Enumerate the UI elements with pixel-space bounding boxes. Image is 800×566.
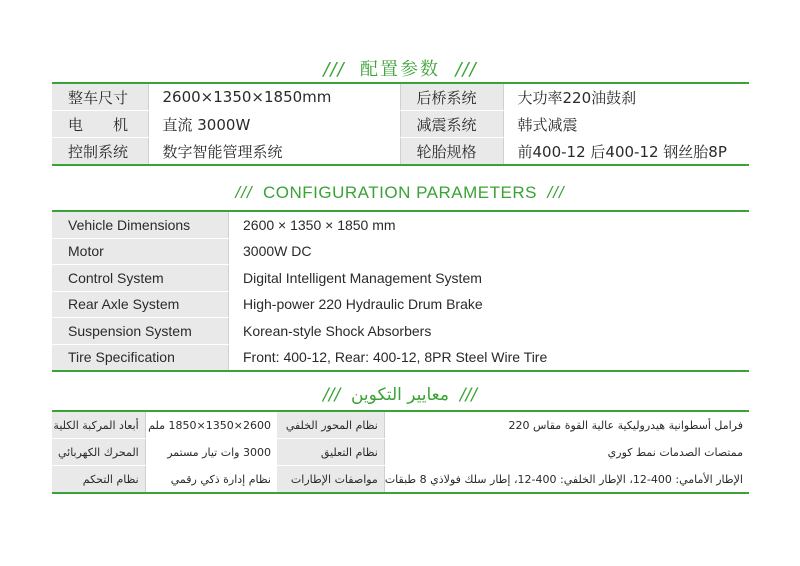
- spec-label: Vehicle Dimensions: [52, 211, 229, 238]
- chinese-spec-table: [52, 82, 749, 166]
- spec-value: 韩式减震: [503, 111, 749, 138]
- title-text: معايير التكوين: [350, 385, 449, 405]
- spec-label: نظام المحور الخلفي: [277, 411, 384, 439]
- spec-value: 数字智能管理系统: [148, 138, 400, 166]
- english-spec-table: [52, 210, 749, 372]
- spec-label: نظام التعليق: [277, 439, 384, 466]
- spec-value: 3000W DC: [229, 238, 750, 265]
- table-row: [52, 111, 749, 138]
- spec-value: Digital Intelligent Management System: [229, 265, 750, 292]
- title-arabic: [0, 385, 800, 405]
- title-slashes-right: ///: [455, 59, 477, 80]
- spec-value: 大功率220油鼓刹: [503, 83, 749, 111]
- spec-label: 控制系统: [52, 138, 148, 166]
- spec-label: Suspension System: [52, 318, 229, 345]
- table-row: [52, 291, 749, 318]
- spec-value: Korean-style Shock Absorbers: [229, 318, 750, 345]
- spec-label: 轮胎规格: [400, 138, 503, 166]
- table-row: [52, 138, 749, 166]
- spec-label: 后桥系统: [400, 83, 503, 111]
- spec-value: فرامل أسطوانية هيدروليكية عالية القوة مقاس 220: [384, 411, 749, 439]
- spec-label: أبعاد المركبة الكلية: [52, 411, 145, 439]
- spec-label: مواصفات الإطارات: [277, 466, 384, 494]
- table-row: [52, 238, 749, 265]
- table-row: [52, 83, 749, 111]
- spec-label: 电 机: [52, 111, 148, 138]
- spec-label: Motor: [52, 238, 229, 265]
- spec-value: الإطار الأمامي: 400-12، الإطار الخلفي: 400-12، إطار سلك فولاذي 8 طبقات: [384, 466, 749, 494]
- title-text: CONFIGURATION PARAMETERS: [263, 183, 537, 202]
- spec-value: 2600×1350×1850mm: [148, 83, 400, 111]
- table-row: [52, 265, 749, 292]
- spec-value: نظام إدارة ذكي رقمي: [145, 466, 277, 494]
- spec-label: Control System: [52, 265, 229, 292]
- spec-value: Front: 400-12, Rear: 400-12, 8PR Steel Wire Tire: [229, 344, 750, 371]
- spec-value: 2600×1350×1850 ملم: [145, 411, 277, 439]
- table-row: [52, 318, 749, 345]
- title-slashes-left: ///: [322, 385, 341, 405]
- title-slashes-left: ///: [323, 59, 345, 80]
- table-row: [52, 439, 749, 466]
- arabic-spec-table: [52, 410, 749, 494]
- table-row: [52, 466, 749, 494]
- table-row: [52, 411, 749, 439]
- spec-value: 直流 3000W: [148, 111, 400, 138]
- spec-value: 3000 وات تيار مستمر: [145, 439, 277, 466]
- spec-value: High-power 220 Hydraulic Drum Brake: [229, 291, 750, 318]
- spec-value: 2600 × 1350 × 1850 mm: [229, 211, 750, 238]
- spec-label: Rear Axle System: [52, 291, 229, 318]
- table-row: [52, 211, 749, 238]
- spec-label: Tire Specification: [52, 344, 229, 371]
- spec-value: ممتصات الصدمات نمط كوري: [384, 439, 749, 466]
- spec-value: 前400-12 后400-12 钢丝胎8P: [503, 138, 749, 166]
- title-slashes-right: ///: [459, 385, 477, 405]
- spec-label: نظام التحكم: [52, 466, 145, 494]
- spec-label: 减震系统: [400, 111, 503, 138]
- title-slashes-left: ///: [235, 183, 253, 202]
- spec-label: المحرك الكهربائي: [52, 439, 145, 466]
- title-slashes-right: ///: [547, 183, 565, 202]
- table-row: [52, 344, 749, 371]
- title-text: 配置参数: [360, 59, 440, 80]
- title-chinese: [0, 55, 800, 81]
- title-english: [0, 183, 800, 203]
- spec-label: 整车尺寸: [52, 83, 148, 111]
